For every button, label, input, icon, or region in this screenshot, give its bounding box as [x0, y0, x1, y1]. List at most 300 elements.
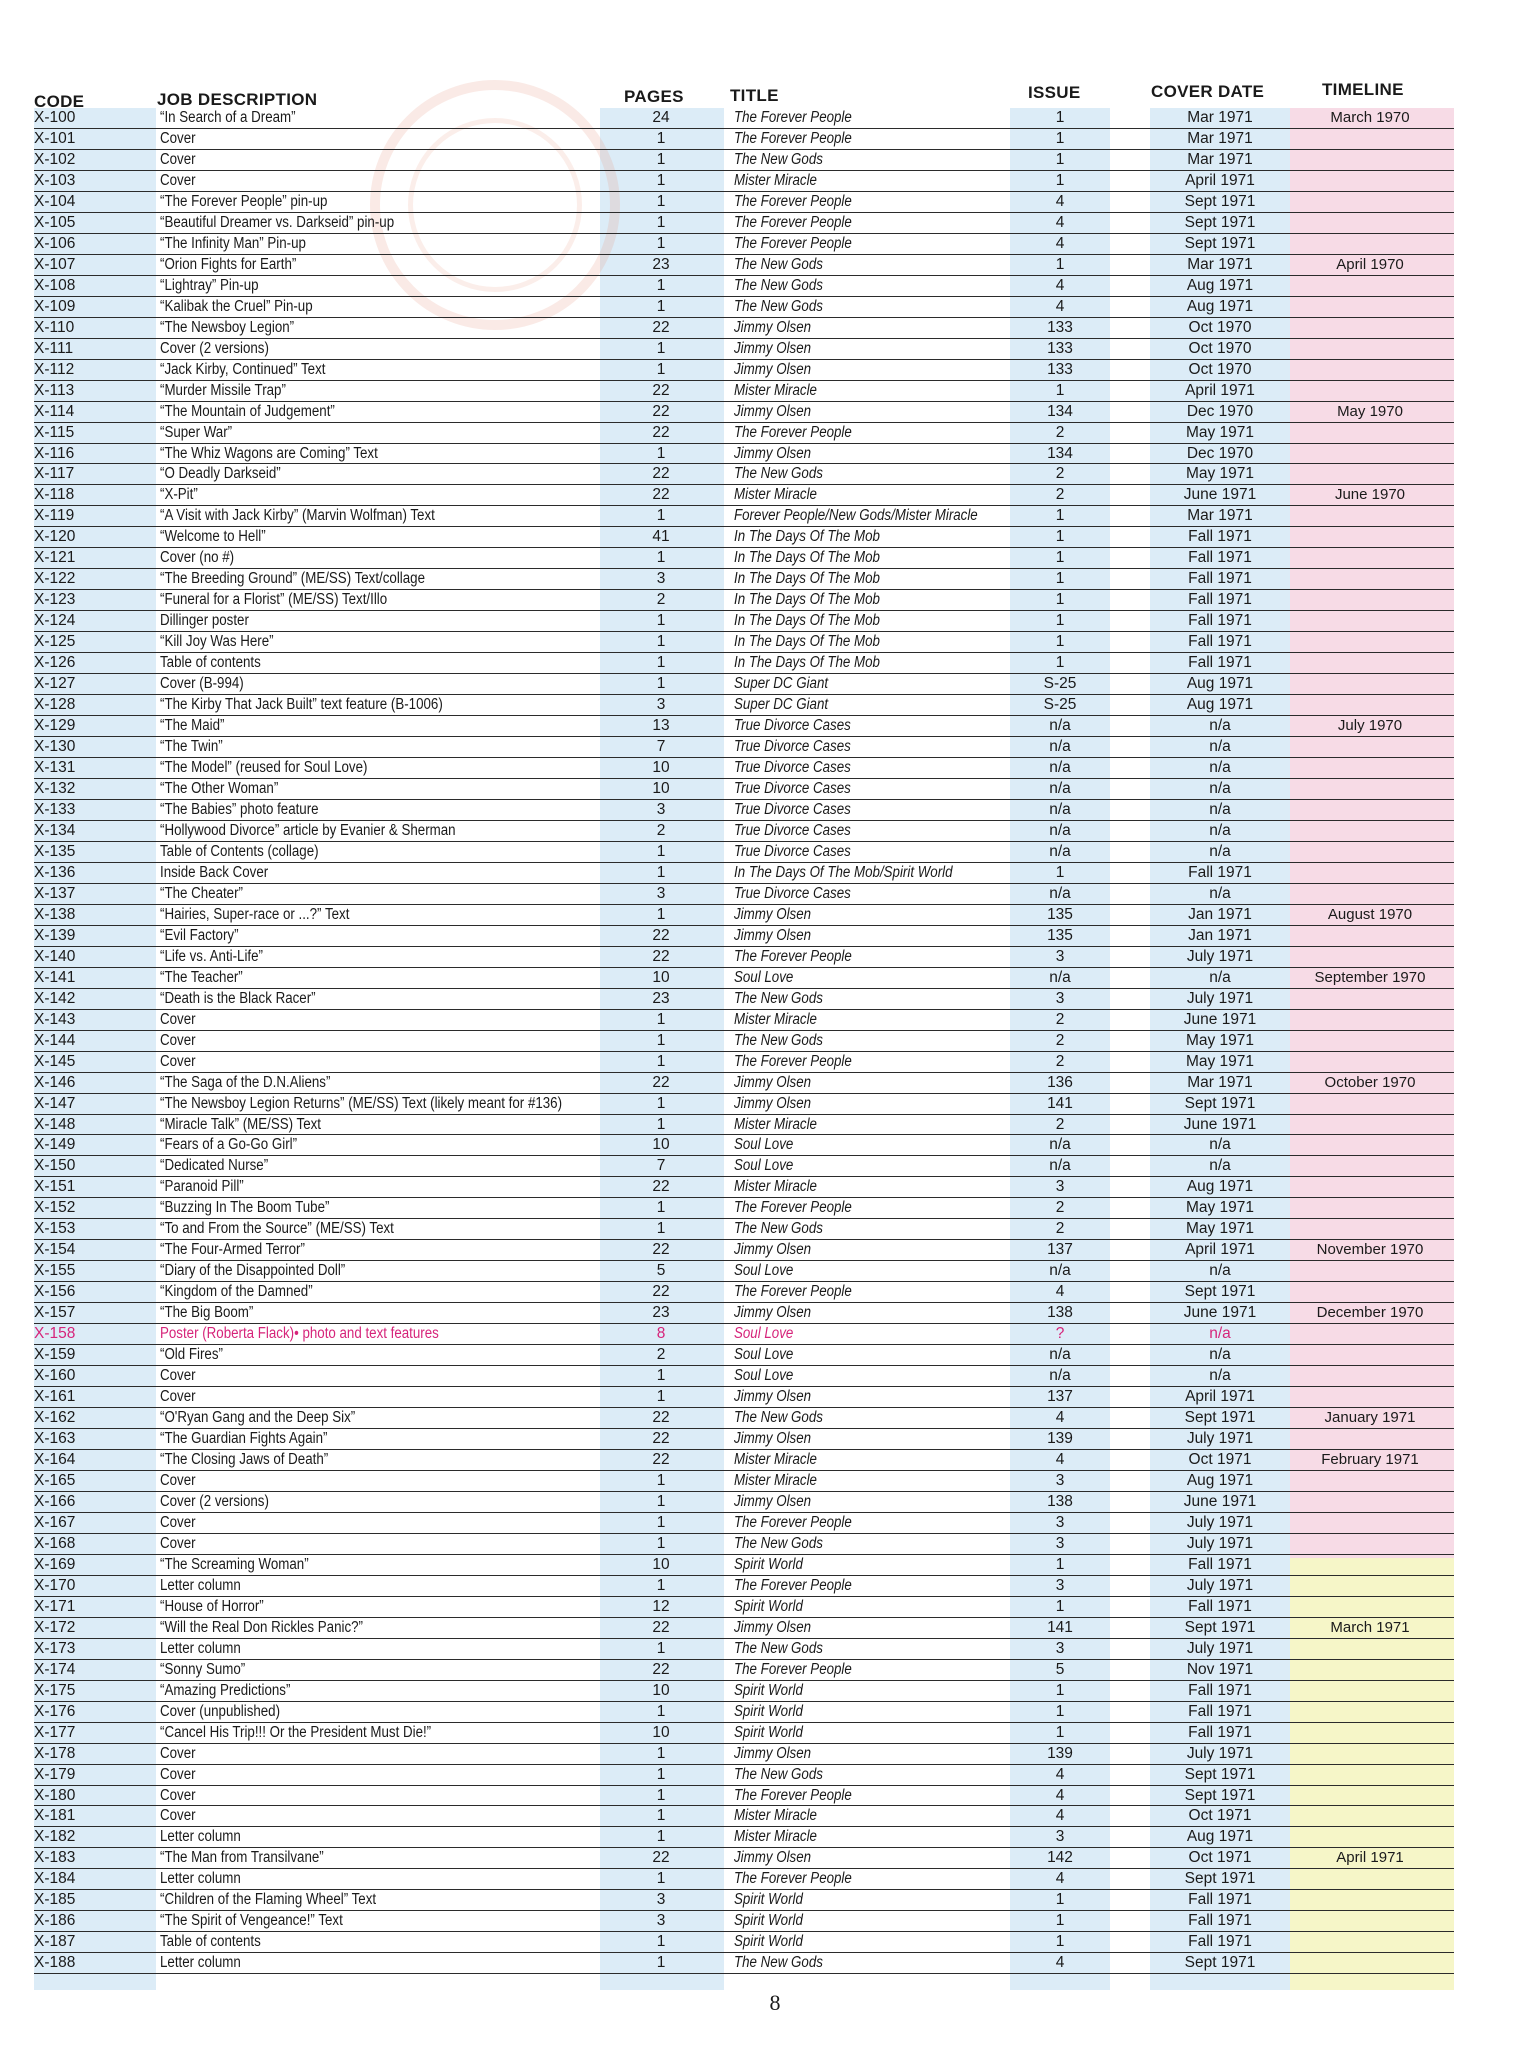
table-row: [0, 1597, 1530, 1618]
pages-cell: 41: [652, 528, 670, 546]
cover-date-cell: n/a: [1209, 800, 1231, 818]
issue-cell: n/a: [1049, 1157, 1071, 1175]
cover-date-cell: Dec 1970: [1186, 402, 1254, 420]
title-cell: True Divorce Cases: [734, 884, 851, 902]
title-cell: Jimmy Olsen: [734, 1241, 812, 1259]
pages-cell: 1: [656, 1199, 666, 1217]
table-row: [0, 758, 1530, 779]
cover-date-cell: July 1971: [1186, 1576, 1254, 1594]
code-cell: X-101: [34, 129, 76, 147]
code-cell: X-186: [34, 1912, 76, 1930]
table-row: [0, 1408, 1530, 1429]
cover-date-cell: Sept 1971: [1184, 1786, 1256, 1804]
code-cell: X-100: [34, 109, 76, 126]
issue-cell: 139: [1047, 1430, 1073, 1448]
cover-date-cell: Mar 1971: [1187, 255, 1253, 273]
issue-cell: 136: [1047, 1073, 1073, 1091]
pages-cell: 1: [656, 213, 666, 231]
pages-cell: 1: [656, 1010, 666, 1028]
pages-cell: 1: [656, 507, 666, 525]
job-description-cell: “Kingdom of the Damned”: [160, 1283, 313, 1301]
code-cell: X-158: [34, 1325, 76, 1343]
code-cell: X-170: [34, 1576, 76, 1594]
title-cell: The New Gods: [734, 465, 823, 483]
title-cell: The New Gods: [734, 1031, 823, 1049]
title-cell: The Forever People: [734, 192, 852, 210]
cover-date-cell: Fall 1971: [1188, 549, 1252, 567]
cover-date-cell: May 1971: [1185, 1220, 1255, 1238]
cover-date-cell: Oct 1970: [1188, 339, 1252, 357]
header-title: TITLE: [730, 86, 779, 105]
job-description-cell: “The Screaming Woman”: [160, 1555, 309, 1573]
pages-cell: 1: [656, 339, 666, 357]
timeline-cell: November 1970: [1316, 1241, 1424, 1259]
cover-date-cell: n/a: [1209, 1367, 1231, 1385]
cover-date-cell: Sept 1971: [1184, 1870, 1256, 1888]
table-row: [0, 674, 1530, 695]
code-cell: X-145: [34, 1052, 76, 1070]
cover-date-cell: Fall 1971: [1188, 1912, 1252, 1930]
code-cell: X-119: [34, 507, 75, 525]
table-row: [0, 779, 1530, 800]
table-row: [0, 842, 1530, 863]
code-cell: X-133: [34, 800, 76, 818]
pages-cell: 1: [656, 863, 666, 881]
code-cell: X-177: [34, 1723, 76, 1741]
pages-cell: 3: [656, 570, 666, 588]
table-row: [0, 1618, 1530, 1639]
job-description-cell: “The Forever People” pin-up: [160, 192, 328, 210]
code-cell: X-167: [34, 1513, 76, 1531]
pages-cell: 1: [656, 842, 666, 860]
title-cell: Jimmy Olsen: [734, 1073, 812, 1091]
title-cell: The New Gods: [734, 1954, 823, 1972]
title-cell: The Forever People: [734, 234, 852, 252]
table-row: [0, 423, 1530, 444]
pages-cell: 3: [656, 884, 666, 902]
pages-cell: 1: [656, 129, 666, 147]
title-cell: Spirit World: [734, 1702, 803, 1720]
title-cell: Jimmy Olsen: [734, 402, 812, 420]
code-cell: X-148: [34, 1115, 76, 1133]
job-description-cell: “Death is the Black Racer”: [160, 989, 316, 1007]
pages-cell: 22: [652, 926, 670, 944]
title-cell: Jimmy Olsen: [734, 1618, 812, 1636]
pages-cell: 22: [652, 1849, 670, 1867]
code-cell: X-150: [34, 1157, 76, 1175]
pages-cell: 23: [652, 989, 670, 1007]
job-description-cell: “Sonny Sumo”: [160, 1660, 246, 1678]
issue-cell: 4: [1055, 192, 1065, 210]
code-cell: X-117: [34, 465, 75, 483]
code-cell: X-142: [34, 989, 76, 1007]
issue-cell: n/a: [1049, 1136, 1071, 1154]
code-cell: X-185: [34, 1891, 76, 1909]
pages-cell: 1: [656, 1052, 666, 1070]
issue-cell: n/a: [1049, 759, 1071, 777]
title-cell: Mister Miracle: [734, 1115, 817, 1133]
code-cell: X-176: [34, 1702, 76, 1720]
title-cell: The Forever People: [734, 1786, 852, 1804]
table-row: [0, 590, 1530, 611]
code-cell: X-174: [34, 1660, 76, 1678]
title-cell: In The Days Of The Mob: [734, 654, 880, 672]
table-row: [0, 1827, 1530, 1848]
issue-cell: n/a: [1049, 800, 1071, 818]
code-cell: X-114: [34, 402, 75, 420]
job-description-cell: Cover: [160, 1786, 196, 1804]
pages-cell: 22: [652, 1241, 670, 1259]
code-cell: X-162: [34, 1409, 76, 1427]
cover-date-cell: n/a: [1209, 1325, 1231, 1343]
title-cell: The New Gods: [734, 1765, 823, 1783]
table-row: [0, 1639, 1530, 1660]
code-cell: X-104: [34, 192, 76, 210]
timeline-cell: March 1971: [1330, 1618, 1410, 1636]
code-cell: X-140: [34, 947, 76, 965]
pages-cell: 22: [652, 947, 670, 965]
code-cell: X-120: [34, 528, 76, 546]
cover-date-cell: July 1971: [1186, 947, 1254, 965]
cover-date-cell: Fall 1971: [1188, 570, 1252, 588]
table-row: [0, 276, 1530, 297]
pages-cell: 3: [656, 696, 666, 714]
table-row: [0, 381, 1530, 402]
code-cell: X-147: [34, 1094, 76, 1112]
pages-cell: 1: [656, 1933, 666, 1951]
table-row: [0, 1869, 1530, 1890]
job-description-cell: “Hollywood Divorce” article by Evanier & Sherman: [160, 821, 456, 839]
issue-cell: 1: [1055, 570, 1065, 588]
issue-cell: 4: [1055, 213, 1065, 231]
timeline-cell: December 1970: [1316, 1304, 1424, 1322]
cover-date-cell: Sept 1971: [1184, 1094, 1256, 1112]
title-cell: True Divorce Cases: [734, 780, 851, 797]
cover-date-cell: Oct 1971: [1188, 1451, 1252, 1468]
code-cell: X-180: [34, 1786, 76, 1804]
issue-cell: 2: [1055, 486, 1065, 504]
job-description-cell: “The Cheater”: [160, 884, 243, 902]
issue-cell: 135: [1047, 905, 1073, 923]
pages-cell: 1: [656, 1115, 666, 1133]
code-cell: X-138: [34, 905, 76, 923]
code-cell: X-166: [34, 1492, 76, 1510]
job-description-cell: “To and From the Source” (ME/SS) Text: [160, 1220, 394, 1238]
issue-cell: 3: [1055, 1639, 1065, 1657]
table-row: [0, 1345, 1530, 1366]
pages-cell: 1: [656, 1576, 666, 1594]
table-row: [0, 1073, 1530, 1094]
title-cell: The New Gods: [734, 1534, 823, 1552]
pages-cell: 22: [652, 486, 670, 504]
issue-cell: 1: [1055, 1891, 1065, 1909]
issue-cell: n/a: [1049, 821, 1071, 839]
cover-date-cell: Jan 1971: [1188, 926, 1252, 944]
issue-cell: n/a: [1049, 1262, 1071, 1280]
title-cell: Jimmy Olsen: [734, 905, 812, 923]
cover-date-cell: Fall 1971: [1188, 1723, 1252, 1741]
code-cell: X-124: [34, 612, 76, 630]
issue-cell: 1: [1055, 255, 1065, 273]
code-cell: X-157: [34, 1304, 76, 1322]
timeline-cell: October 1970: [1324, 1073, 1416, 1091]
cover-date-cell: April 1971: [1185, 171, 1255, 189]
pages-cell: 1: [656, 1220, 666, 1238]
title-cell: Mister Miracle: [734, 486, 817, 504]
title-cell: Spirit World: [734, 1933, 803, 1951]
issue-cell: 137: [1047, 1241, 1073, 1259]
code-cell: X-141: [34, 968, 76, 986]
code-cell: X-179: [34, 1765, 76, 1783]
title-cell: The Forever People: [734, 947, 852, 965]
title-cell: Mister Miracle: [734, 1471, 817, 1489]
pages-cell: 7: [656, 738, 666, 756]
issue-cell: 2: [1055, 1010, 1065, 1028]
issue-cell: 1: [1055, 1912, 1065, 1930]
pages-cell: 2: [656, 591, 666, 609]
job-description-cell: “Paranoid Pill”: [160, 1178, 244, 1196]
issue-cell: 1: [1055, 1702, 1065, 1720]
title-cell: Spirit World: [734, 1681, 803, 1699]
timeline-cell: May 1970: [1337, 402, 1403, 420]
issue-cell: n/a: [1049, 1367, 1071, 1385]
code-cell: X-103: [34, 171, 76, 189]
job-description-cell: “Murder Missile Trap”: [160, 381, 286, 399]
cover-date-cell: Fall 1971: [1188, 863, 1252, 881]
table-row: [0, 653, 1530, 674]
table-row: [0, 1932, 1530, 1953]
title-cell: The New Gods: [734, 989, 823, 1007]
code-cell: X-135: [34, 842, 76, 860]
job-description-cell: “The Spirit of Vengeance!” Text: [160, 1912, 343, 1930]
title-cell: True Divorce Cases: [734, 800, 851, 818]
pages-cell: 1: [656, 1094, 666, 1112]
pages-cell: 3: [656, 800, 666, 818]
job-description-cell: Cover: [160, 1471, 196, 1489]
timeline-cell: September 1970: [1314, 968, 1426, 986]
code-cell: X-134: [34, 821, 76, 839]
pages-cell: 3: [656, 1912, 666, 1930]
issue-cell: 4: [1055, 1765, 1065, 1783]
table-row: [0, 444, 1530, 465]
code-cell: X-106: [34, 234, 76, 252]
table-row: [0, 1240, 1530, 1261]
job-description-cell: “The Mountain of Judgement”: [160, 402, 335, 420]
code-cell: X-159: [34, 1346, 76, 1364]
pages-cell: 1: [656, 905, 666, 923]
job-description-cell: “Funeral for a Florist” (ME/SS) Text/Illo: [160, 591, 388, 609]
cover-date-cell: Aug 1971: [1186, 696, 1254, 714]
code-cell: X-108: [34, 276, 76, 294]
table-row: [0, 548, 1530, 569]
cover-date-cell: July 1971: [1186, 1744, 1254, 1762]
title-cell: The Forever People: [734, 1660, 852, 1678]
cover-date-cell: June 1971: [1183, 1010, 1257, 1028]
issue-cell: 1: [1055, 150, 1065, 168]
job-description-cell: Table of Contents (collage): [160, 842, 319, 860]
issue-cell: 134: [1047, 444, 1073, 462]
job-description-cell: Dillinger poster: [160, 612, 249, 630]
cover-date-cell: Jan 1971: [1188, 905, 1252, 923]
cover-date-cell: Sept 1971: [1184, 1618, 1256, 1636]
pages-cell: 1: [656, 1702, 666, 1720]
cover-date-cell: Fall 1971: [1188, 654, 1252, 672]
table-row: [0, 402, 1530, 423]
issue-cell: n/a: [1049, 842, 1071, 860]
pages-cell: 1: [656, 1828, 666, 1846]
job-description-cell: Table of contents: [160, 654, 261, 672]
timeline-cell: June 1970: [1334, 486, 1406, 504]
issue-cell: 3: [1055, 1178, 1065, 1196]
table-row: [0, 1387, 1530, 1408]
job-description-cell: “The Whiz Wagons are Coming” Text: [160, 444, 378, 462]
cover-date-cell: Fall 1971: [1188, 1681, 1252, 1699]
job-description-cell: Cover (unpublished): [160, 1702, 281, 1720]
pages-cell: 23: [652, 1304, 670, 1322]
table-row: [0, 1848, 1530, 1869]
table-row: [0, 1702, 1530, 1723]
issue-cell: 3: [1055, 1828, 1065, 1846]
table-row: [0, 1890, 1530, 1911]
table-row: [0, 1723, 1530, 1744]
code-cell: X-169: [34, 1555, 76, 1573]
title-cell: Jimmy Olsen: [734, 444, 812, 462]
issue-cell: 4: [1055, 1870, 1065, 1888]
cover-date-cell: n/a: [1209, 717, 1231, 735]
cover-date-cell: n/a: [1209, 1262, 1231, 1280]
table-row: [0, 569, 1530, 590]
title-cell: Jimmy Olsen: [734, 339, 812, 357]
title-cell: The Forever People: [734, 1870, 852, 1888]
title-cell: Jimmy Olsen: [734, 1430, 812, 1448]
cover-date-cell: April 1971: [1185, 381, 1255, 399]
issue-cell: 4: [1055, 1786, 1065, 1804]
pages-cell: 22: [652, 402, 670, 420]
job-description-cell: Cover (2 versions): [160, 339, 269, 357]
code-cell: X-112: [34, 360, 75, 378]
job-description-cell: “Kalibak the Cruel” Pin-up: [160, 297, 313, 315]
pages-cell: 22: [652, 1618, 670, 1636]
title-cell: The Forever People: [734, 1283, 852, 1301]
pages-cell: 10: [652, 1555, 670, 1573]
code-cell: X-113: [34, 381, 75, 399]
code-cell: X-181: [34, 1807, 76, 1825]
job-description-cell: Letter column: [160, 1576, 241, 1594]
title-cell: The Forever People: [734, 1513, 852, 1531]
code-cell: X-182: [34, 1828, 76, 1846]
issue-cell: 1: [1055, 1933, 1065, 1951]
issue-cell: 133: [1047, 318, 1073, 336]
pages-cell: 1: [656, 1639, 666, 1657]
issue-cell: n/a: [1049, 968, 1071, 986]
code-cell: X-131: [34, 759, 76, 777]
code-cell: X-172: [34, 1618, 76, 1636]
issue-cell: 3: [1055, 1576, 1065, 1594]
cover-date-cell: n/a: [1209, 968, 1231, 986]
issue-cell: 1: [1055, 591, 1065, 609]
job-description-cell: Cover: [160, 1765, 196, 1783]
issue-cell: 2: [1055, 1052, 1065, 1070]
pages-cell: 10: [652, 1723, 670, 1741]
title-cell: The New Gods: [734, 1639, 823, 1657]
cover-date-cell: May 1971: [1185, 423, 1255, 441]
title-cell: Mister Miracle: [734, 1178, 817, 1196]
code-cell: X-123: [34, 591, 76, 609]
cover-date-cell: Sept 1971: [1184, 1954, 1256, 1972]
table-row: [0, 1953, 1530, 1974]
title-cell: Jimmy Olsen: [734, 1094, 812, 1112]
pages-cell: 22: [652, 1283, 670, 1301]
job-description-cell: “Jack Kirby, Continued” Text: [160, 360, 326, 378]
issue-cell: 2: [1055, 465, 1065, 483]
issue-cell: 1: [1055, 109, 1065, 126]
title-cell: The Forever People: [734, 423, 852, 441]
issue-cell: 137: [1047, 1388, 1073, 1406]
title-cell: The New Gods: [734, 1220, 823, 1238]
title-cell: The New Gods: [734, 276, 823, 294]
code-cell: X-155: [34, 1262, 76, 1280]
table-row: [0, 716, 1530, 737]
job-description-cell: “The Kirby That Jack Built” text feature (B-1006): [160, 696, 443, 714]
cover-date-cell: Oct 1971: [1188, 1849, 1252, 1867]
header-timeline: TIMELINE: [1322, 80, 1404, 99]
pages-cell: 1: [656, 1954, 666, 1972]
title-cell: Spirit World: [734, 1891, 803, 1909]
pages-cell: 5: [656, 1262, 666, 1280]
issue-cell: ?: [1055, 1325, 1065, 1343]
job-description-cell: “Will the Real Don Rickles Panic?”: [160, 1618, 363, 1636]
job-description-cell: “The Man from Transilvane”: [160, 1849, 324, 1867]
title-cell: Mister Miracle: [734, 1010, 817, 1028]
job-description-cell: “The Maid”: [160, 717, 225, 735]
cover-date-cell: Fall 1971: [1188, 528, 1252, 546]
cover-date-cell: Fall 1971: [1188, 1555, 1252, 1573]
pages-cell: 1: [656, 234, 666, 252]
cover-date-cell: Oct 1971: [1188, 1807, 1252, 1825]
cover-date-cell: May 1971: [1185, 1031, 1255, 1049]
job-description-cell: “Life vs. Anti-Life”: [160, 947, 263, 965]
title-cell: Soul Love: [734, 1136, 794, 1154]
table-row: [0, 1031, 1530, 1052]
title-cell: Super DC Giant: [734, 696, 829, 714]
issue-cell: 1: [1055, 528, 1065, 546]
title-cell: The Forever People: [734, 1199, 852, 1217]
table-row: [0, 108, 1530, 129]
pages-cell: 1: [656, 549, 666, 567]
code-cell: X-130: [34, 738, 76, 756]
cover-date-cell: n/a: [1209, 842, 1231, 860]
table-row: [0, 947, 1530, 968]
table-row: [0, 632, 1530, 653]
cover-date-cell: n/a: [1209, 759, 1231, 777]
cover-date-cell: Fall 1971: [1188, 1702, 1252, 1720]
title-cell: Forever People/New Gods/Mister Miracle: [734, 507, 978, 525]
code-cell: X-184: [34, 1870, 76, 1888]
cover-date-cell: May 1971: [1185, 1199, 1255, 1217]
title-cell: Soul Love: [734, 1346, 794, 1364]
pages-cell: 1: [656, 1765, 666, 1783]
issue-cell: S-25: [1043, 696, 1077, 714]
cover-date-cell: July 1971: [1186, 1639, 1254, 1657]
cover-date-cell: Fall 1971: [1188, 1891, 1252, 1909]
pages-cell: 2: [656, 1346, 666, 1364]
code-cell: X-146: [34, 1073, 76, 1091]
cover-date-cell: June 1971: [1183, 486, 1257, 504]
cover-date-cell: Sept 1971: [1184, 213, 1256, 231]
pages-cell: 1: [656, 1534, 666, 1552]
code-cell: X-187: [34, 1933, 76, 1951]
job-description-cell: “Dedicated Nurse”: [160, 1157, 269, 1175]
